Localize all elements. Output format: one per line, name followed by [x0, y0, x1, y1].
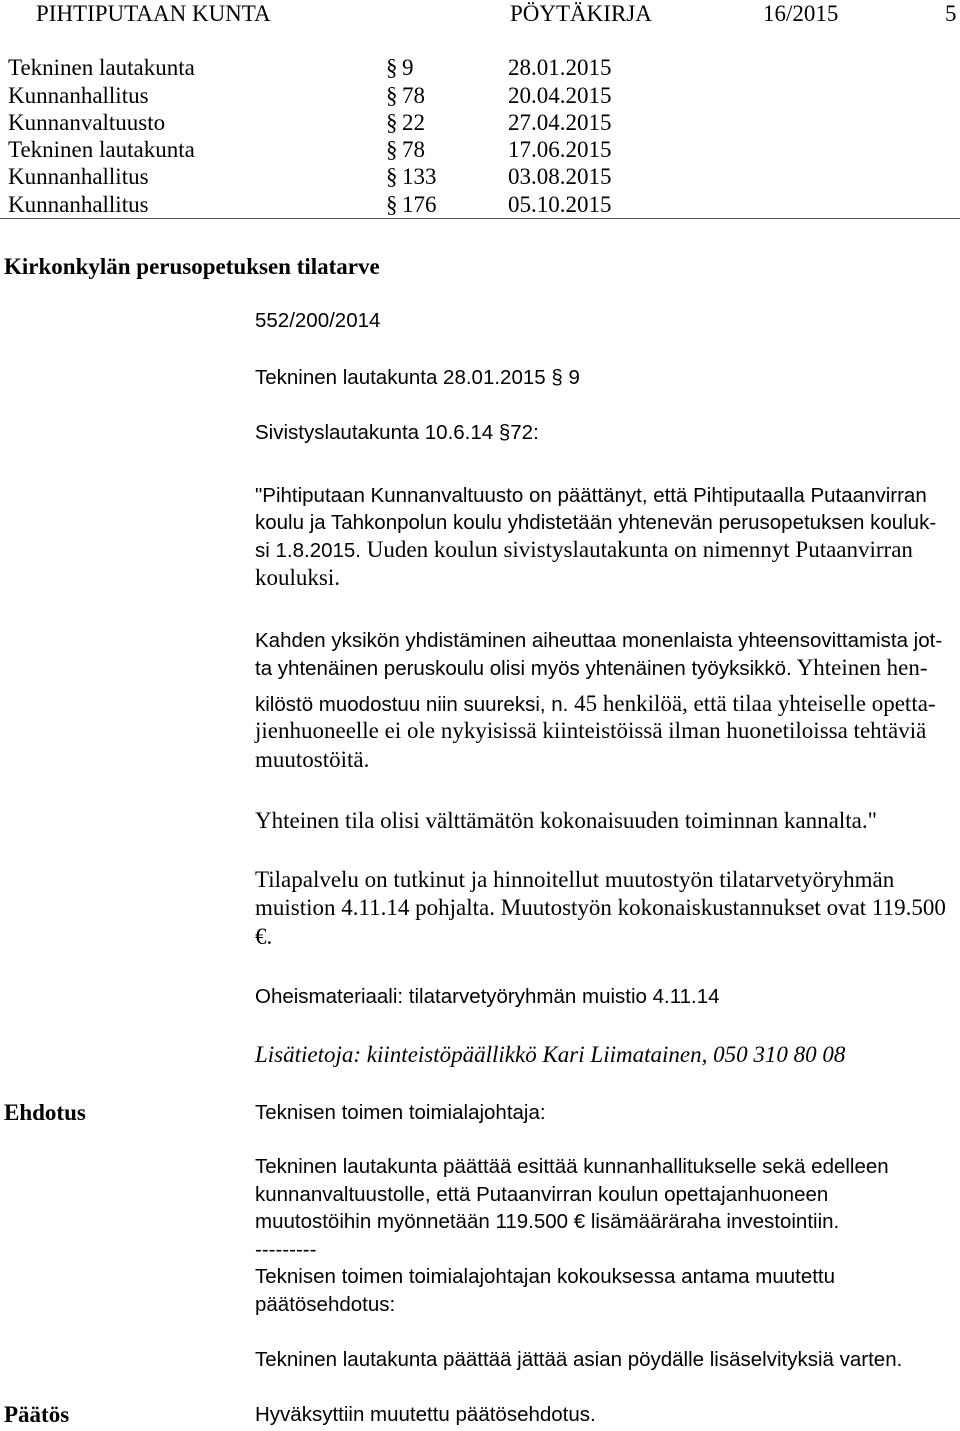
- page-number: 5: [945, 1, 957, 26]
- proposal-line: päätösehdotus:: [255, 1293, 396, 1316]
- proceedings-section: 133: [402, 164, 437, 189]
- proceedings-date: 20.04.2015: [508, 83, 612, 108]
- quote-line: "Pihtiputaan Kunnanvaltuusto on päättänyt, että Pihtiputaalla Putaanvirran: [255, 484, 927, 507]
- section-sign: §: [386, 192, 398, 217]
- organization-name: PIHTIPUTAAN KUNTA: [36, 1, 271, 26]
- section-sign: §: [386, 164, 398, 189]
- quote-line: koulu ja Tahkonpolun koulu yhdistetään yhtenevän perusopetuksen kouluk-: [255, 511, 937, 534]
- proceedings-body: Tekninen lautakunta: [8, 137, 195, 162]
- proceedings-row: [0, 55, 960, 81]
- proposal-line: kunnanvaltuustolle, että Putaanvirran koulun opettajanhuoneen: [255, 1183, 829, 1206]
- quote-segment: si 1.8.2015.: [255, 539, 361, 562]
- quote-segment: Uuden koulun sivistyslautakunta on nimennyt Putaanvirran: [361, 537, 913, 562]
- paragraph-segment: kilöstö muodostuu niin suureksi, n.: [255, 693, 569, 716]
- proceedings-date: 27.04.2015: [508, 110, 612, 135]
- proceedings-date: 05.10.2015: [508, 192, 612, 217]
- proceedings-date: 17.06.2015: [508, 137, 612, 162]
- decision-text: Hyväksyttiin muutettu päätösehdotus.: [255, 1403, 596, 1426]
- more-info-note: Lisätietoja: kiinteistöpäällikkö Kari Liimatainen, 050 310 80 08: [255, 1042, 846, 1067]
- proceedings-body: Kunnanvaltuusto: [8, 110, 166, 135]
- paragraph-line: Tilapalvelu on tutkinut ja hinnoitellut muutostyön tilatarvetyöryhmän: [255, 867, 895, 892]
- proceedings-body: Tekninen lautakunta: [8, 55, 195, 80]
- proceedings-section: 22: [402, 110, 425, 135]
- paragraph-line: €.: [255, 924, 273, 949]
- proceedings-row: [0, 164, 960, 190]
- proposal-label: Ehdotus: [4, 1100, 86, 1125]
- earlier-handling: Sivistyslautakunta 10.6.14 §72:: [255, 421, 539, 444]
- proceedings-body: Kunnanhallitus: [8, 192, 149, 217]
- paragraph-segment: Yhteinen hen-: [791, 655, 928, 680]
- section-divider: [0, 218, 960, 219]
- record-number: 552/200/2014: [255, 309, 381, 332]
- document-number: 16/2015: [763, 1, 839, 26]
- quote-line: kouluksi.: [255, 565, 340, 590]
- proceedings-date: 03.08.2015: [508, 164, 612, 189]
- proceedings-row: [0, 83, 960, 109]
- section-sign: §: [386, 110, 398, 135]
- proceedings-row: [0, 137, 960, 163]
- paragraph-line: Kahden yksikön yhdistäminen aiheuttaa monenlaista yhteensovittamista jot-: [255, 629, 943, 652]
- proceedings-section: 78: [402, 83, 425, 108]
- proceedings-section: 176: [402, 192, 437, 217]
- proceedings-row: [0, 110, 960, 136]
- document-type: PÖYTÄKIRJA: [510, 1, 652, 26]
- proposal-separator: ---------: [255, 1238, 317, 1261]
- proposal-line: Tekninen lautakunta päättää esittää kunnanhallitukselle sekä edelleen: [255, 1155, 889, 1178]
- earlier-handling: Tekninen lautakunta 28.01.2015 § 9: [255, 366, 580, 389]
- section-sign: §: [386, 55, 398, 80]
- proposal-line: muutostöihin myönnetään 119.500 € lisämääräraha investointiin.: [255, 1210, 840, 1233]
- attachment-note: Oheismateriaali: tilatarvetyöryhmän muistio 4.11.14: [255, 985, 720, 1008]
- amended-proposal: Tekninen lautakunta päättää jättää asian pöydälle lisäselvityksiä varten.: [255, 1348, 903, 1371]
- proceedings-body: Kunnanhallitus: [8, 83, 149, 108]
- proposal-line: Teknisen toimen toimialajohtajan kokouksessa antama muutettu: [255, 1265, 836, 1288]
- paragraph-line: muutostöitä.: [255, 747, 370, 772]
- proceedings-section: 9: [402, 55, 414, 80]
- section-sign: §: [386, 137, 398, 162]
- proceedings-section: 78: [402, 137, 425, 162]
- section-sign: §: [386, 83, 398, 108]
- item-title: Kirkonkylän perusopetuksen tilatarve: [4, 254, 380, 279]
- proceedings-row: [0, 192, 960, 218]
- paragraph-segment: 45 henkilöä, että tilaa yhteiselle opetta-: [568, 691, 936, 716]
- page-header: [0, 1, 960, 27]
- quote-line: [255, 537, 913, 563]
- paragraph-line: [255, 655, 928, 681]
- proceedings-date: 28.01.2015: [508, 55, 612, 80]
- paragraph-segment: ta yhtenäinen peruskoulu olisi myös yhtenäinen työyksikkö.: [255, 657, 792, 680]
- paragraph-line: muistion 4.11.14 pohjalta. Muutostyön kokonaiskustannukset ovat 119.500: [255, 895, 946, 920]
- proceedings-body: Kunnanhallitus: [8, 164, 149, 189]
- paragraph-line: Yhteinen tila olisi välttämätön kokonaisuuden toiminnan kannalta.": [255, 808, 877, 833]
- paragraph-line: [255, 691, 936, 717]
- decision-label: Päätös: [4, 1402, 70, 1427]
- paragraph-line: jienhuoneelle ei ole nykyisissä kiinteistöissä ilman huonetiloissa tehtäviä: [255, 718, 927, 743]
- proposal-presenter: Teknisen toimen toimialajohtaja:: [255, 1101, 546, 1124]
